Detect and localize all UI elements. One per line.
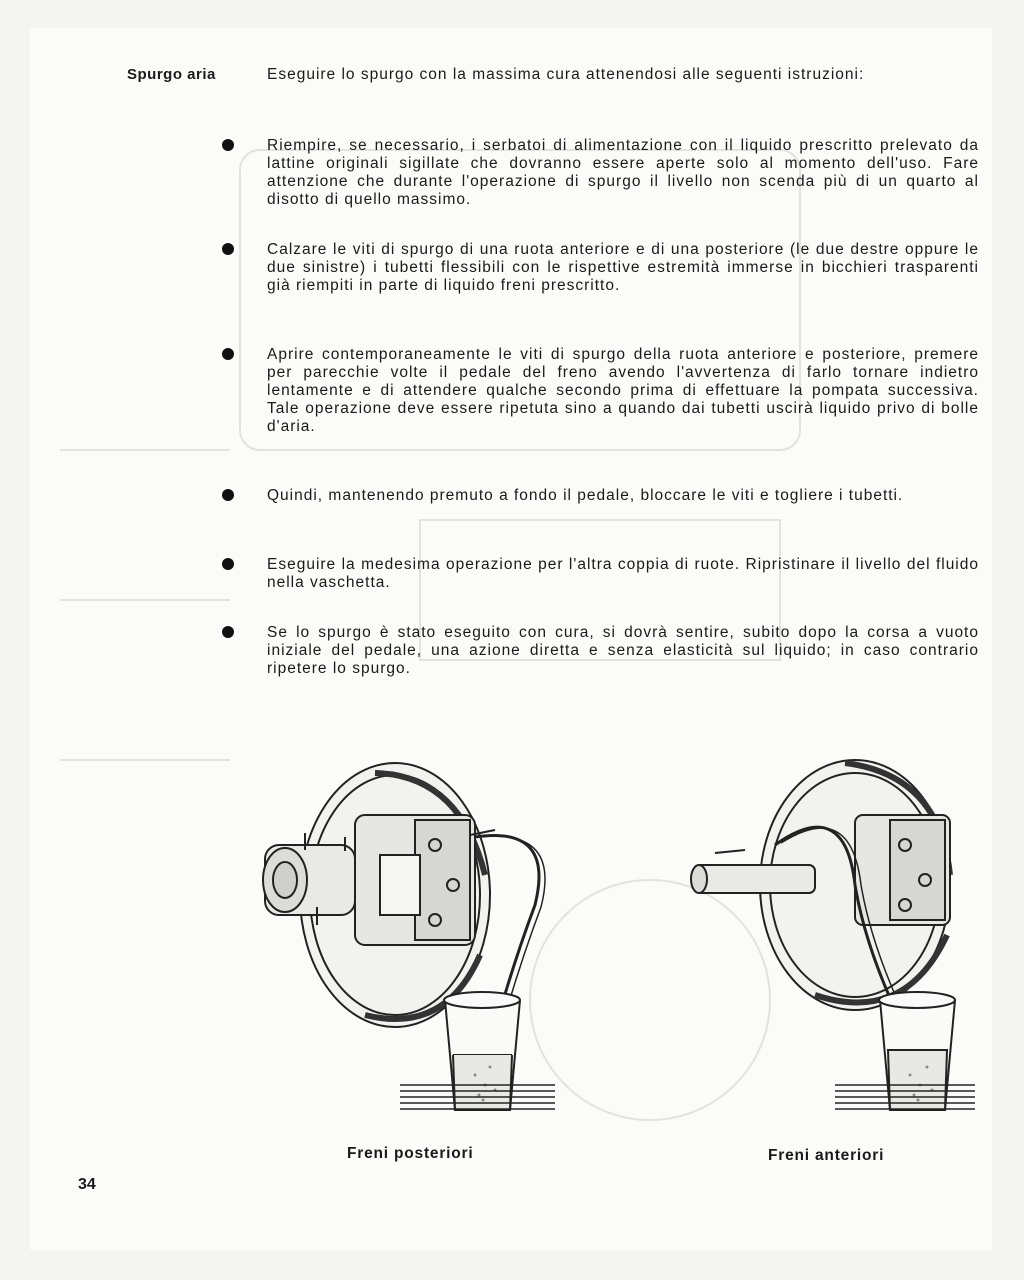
intro-paragraph: Eseguire lo spurgo con la massima cura attenendosi alle seguenti istruzioni:	[267, 66, 865, 83]
section-heading: Spurgo aria	[127, 66, 216, 83]
bullet-icon	[222, 626, 234, 638]
bullet-icon	[222, 348, 234, 360]
rear-brake-illustration	[255, 755, 555, 1125]
front-brakes-caption: Freni anteriori	[768, 1147, 885, 1164]
list-item-text: Calzare le viti di spurgo di una ruota anteriore e di una posteriore (le due destre oppure le due sinistre) i tubetti flessibili con le rispettive estremità immerse in bicchieri trasparenti già riempiti in parte di liquido freni prescritto.	[267, 241, 979, 294]
bullet-icon	[222, 243, 234, 255]
page-number: 34	[78, 1176, 96, 1193]
front-brake-illustration	[685, 755, 985, 1125]
list-item-text: Quindi, mantenendo premuto a fondo il pedale, bloccare le viti e togliere i tubetti.	[267, 487, 904, 504]
rear-brakes-caption: Freni posteriori	[347, 1145, 474, 1162]
bullet-icon	[222, 558, 234, 570]
bullet-icon	[222, 489, 234, 501]
list-item-text: Aprire contemporaneamente le viti di spurgo della ruota anteriore e posteriore, premere per parecchie volte il pedale del freno avendo l'avvertenza di farlo tornare indietro lentamente e di attendere qualche secondo prima di effettuare la pompata successiva. Tale operazione deve essere ripetuta sino a quando dai tubetti uscirà liquido privo di bolle d'aria.	[267, 346, 979, 435]
list-item-text: Se lo spurgo è stato eseguito con cura, si dovrà sentire, subito dopo la corsa a vuoto iniziale del pedale, una azione diretta e senza elasticità sul liquido; in caso contrario ripetere lo spurgo.	[267, 624, 979, 677]
list-item-text: Riempire, se necessario, i serbatoi di alimentazione con il liquido prescritto prelevato da lattine originali sigillate che dovranno essere aperte solo al momento dell'uso. Fare attenzione che durante l'operazione di spurgo il livello non scenda più di un quarto al disotto di quello massimo.	[267, 137, 979, 208]
bullet-icon	[222, 139, 234, 151]
list-item-text: Eseguire la medesima operazione per l'altra coppia di ruote. Ripristinare il livello del fluido nella vaschetta.	[267, 556, 979, 591]
